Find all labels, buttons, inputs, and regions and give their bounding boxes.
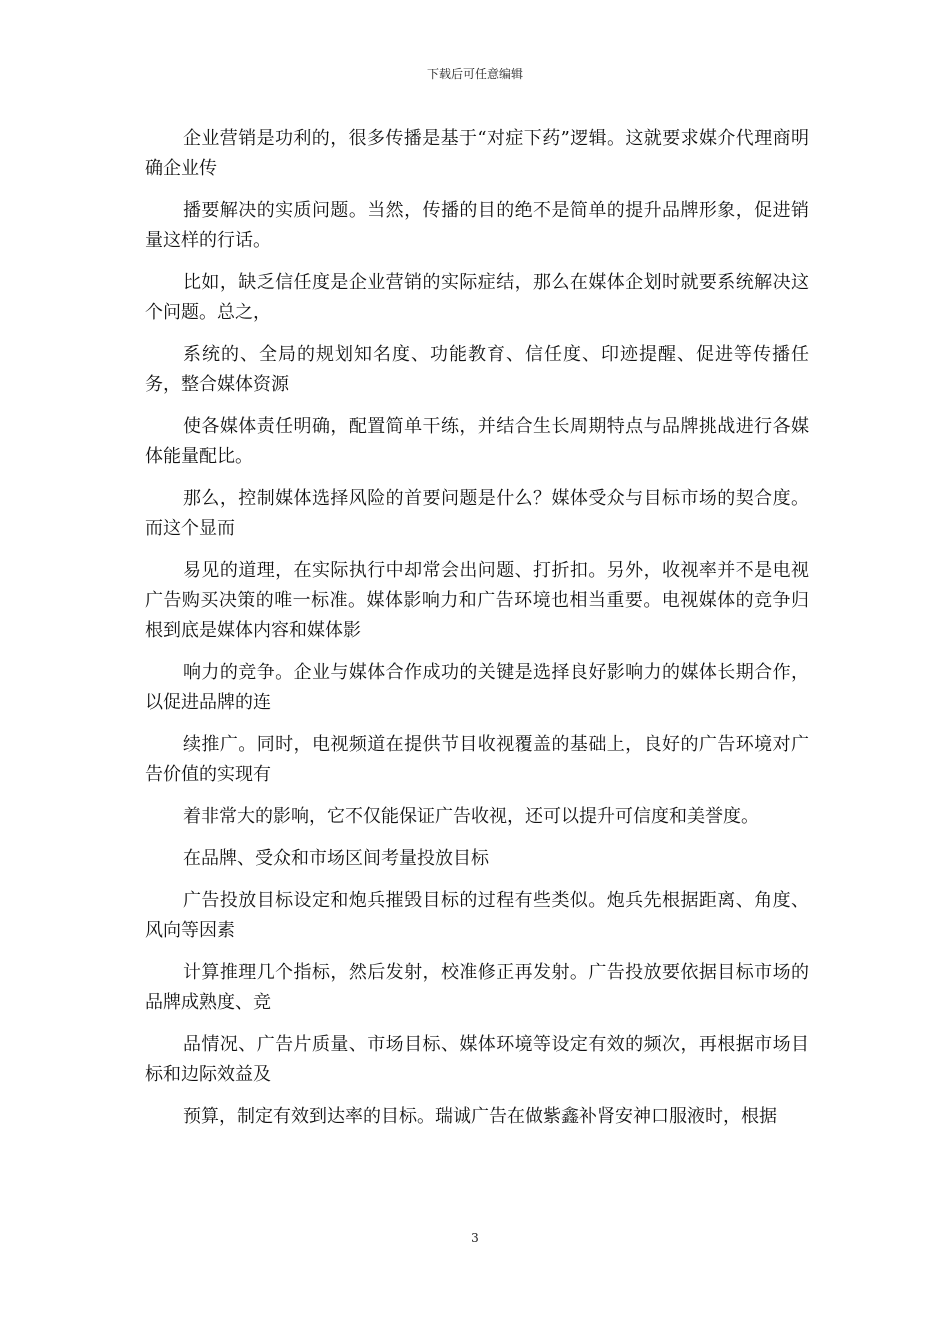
paragraph-6: 那么，控制媒体选择风险的首要问题是什么？媒体受众与目标市场的契合度。而这个显而 xyxy=(145,488,809,539)
paragraph-1: 企业营销是功利的，很多传播是基于“对症下药”逻辑。这就要求媒介代理商明确企业传 xyxy=(145,128,809,179)
page-header: 下载后可任意编辑 xyxy=(426,67,523,81)
paragraph-7: 易见的道理，在实际执行中却常会出问题、打折扣。另外，收视率并不是电视广告购买决策的唯一标准。媒体影响力和广告环境也相当重要。电视媒体的竞争归根到底是媒体内容和媒体影 xyxy=(145,560,809,641)
paragraph-12: 计算推理几个指标，然后发射，校准修正再发射。广告投放要依据目标市场的品牌成熟度、竞 xyxy=(145,962,809,1013)
paragraph-4: 系统的、全局的规划知名度、功能教育、信任度、印迹提醒、促进等传播任务，整合媒体资源 xyxy=(145,344,809,395)
section-heading: 在品牌、受众和市场区间考量投放目标 xyxy=(183,848,489,869)
paragraph-14: 预算，制定有效到达率的目标。瑞诚广告在做紫鑫补肾安神口服液时，根据 xyxy=(183,1106,777,1127)
paragraph-5: 使各媒体责任明确，配置简单干练，并结合生长周期特点与品牌挑战进行各媒体能量配比。 xyxy=(145,416,809,467)
page-number: 3 xyxy=(471,1231,479,1245)
paragraph-10: 着非常大的影响，它不仅能保证广告收视，还可以提升可信度和美誉度。 xyxy=(183,806,759,827)
paragraph-9: 续推广。同时，电视频道在提供节目收视覆盖的基础上，良好的广告环境对广告价值的实现有 xyxy=(145,734,809,785)
paragraph-8: 响力的竞争。企业与媒体合作成功的关键是选择良好影响力的媒体长期合作，以促进品牌的连 xyxy=(145,662,809,713)
document-body xyxy=(145,124,809,1144)
paragraph-2: 播要解决的实质问题。当然，传播的目的绝不是简单的提升品牌形象，促进销量这样的行话。 xyxy=(145,200,809,251)
paragraph-13: 品情况、广告片质量、市场目标、媒体环境等设定有效的频次，再根据市场目标和边际效益及 xyxy=(145,1034,809,1085)
paragraph-11: 广告投放目标设定和炮兵摧毁目标的过程有些类似。炮兵先根据距离、角度、风向等因素 xyxy=(145,890,809,941)
paragraph-3: 比如，缺乏信任度是企业营销的实际症结，那么在媒体企划时就要系统解决这个问题。总之， xyxy=(145,272,809,323)
